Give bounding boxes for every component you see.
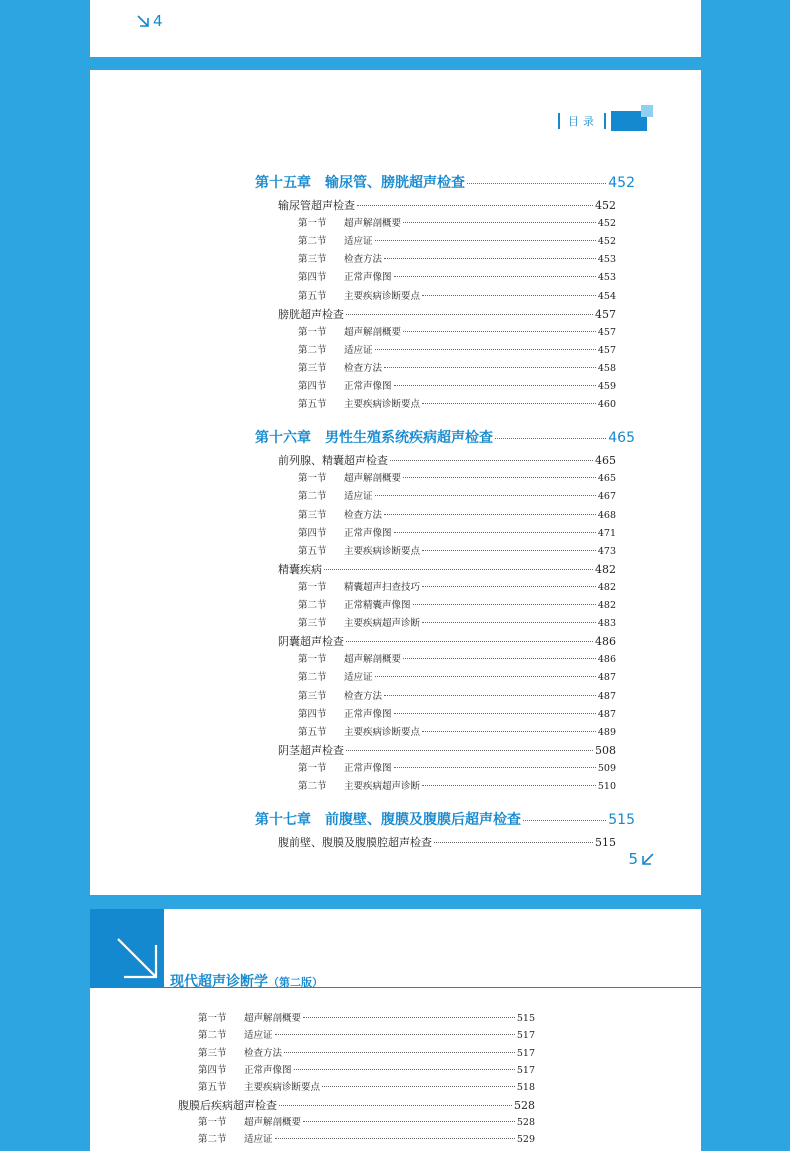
leader-dots bbox=[394, 276, 596, 277]
toc-subsection[interactable] bbox=[298, 215, 616, 229]
subsection-number: 第三节 bbox=[298, 618, 327, 630]
subsection-number: 第五节 bbox=[298, 290, 327, 302]
subsection-title: 正常精囊声像图 bbox=[344, 600, 411, 611]
subsection-title: 精囊超声扫查技巧 bbox=[344, 581, 421, 593]
subsection-number: 第三节 bbox=[198, 1047, 227, 1059]
toc-section[interactable] bbox=[278, 306, 616, 322]
subsection-title: 主要疾病超声诊断 bbox=[344, 781, 421, 792]
toc-subsection[interactable] bbox=[198, 1114, 535, 1128]
subsection-number: 第一节 bbox=[298, 654, 327, 666]
leader-dots bbox=[422, 731, 596, 732]
subsection-number: 第二节 bbox=[198, 1030, 227, 1042]
page-ref: 467 bbox=[597, 491, 616, 503]
book-title bbox=[170, 971, 323, 991]
toc-subsection[interactable] bbox=[198, 1062, 535, 1076]
leader-dots bbox=[394, 532, 596, 533]
subsection-number: 第二节 bbox=[298, 600, 327, 611]
toc-subsection[interactable] bbox=[298, 760, 616, 774]
subsection-number: 第五节 bbox=[298, 726, 327, 738]
subsection-number: 第五节 bbox=[198, 1082, 227, 1094]
leader-dots bbox=[403, 477, 596, 478]
toc-subsection[interactable] bbox=[298, 288, 616, 302]
subsection-number: 第四节 bbox=[298, 708, 327, 720]
toc-subsection[interactable] bbox=[198, 1131, 535, 1145]
page-ref: 529 bbox=[516, 1134, 535, 1146]
section-title: 膀胱超声检查 bbox=[278, 307, 344, 321]
subsection-number: 第一节 bbox=[298, 326, 327, 338]
subsection-title: 正常声像图 bbox=[344, 381, 392, 392]
page-ref: 453 bbox=[597, 272, 616, 284]
leader-dots bbox=[422, 550, 596, 551]
page-ref: 517 bbox=[516, 1047, 535, 1059]
toc-subsection[interactable] bbox=[298, 342, 616, 356]
toc-subsection[interactable] bbox=[298, 778, 616, 792]
subsection-title: 主要疾病诊断要点 bbox=[244, 1082, 321, 1094]
page-ref: 468 bbox=[597, 509, 616, 521]
header-title: 目录 bbox=[568, 115, 598, 128]
page-ref: 483 bbox=[597, 618, 616, 630]
page-ref: 515 bbox=[608, 812, 635, 829]
toc-section[interactable] bbox=[278, 834, 616, 850]
section-title: 腹膜后疾病超声检查 bbox=[178, 1098, 277, 1112]
chapter-title: 第十七章 前腹壁、腹膜及腹膜后超声检查 bbox=[255, 812, 521, 829]
subsection-number: 第一节 bbox=[298, 762, 327, 774]
leader-dots bbox=[346, 314, 593, 315]
toc-subsection[interactable] bbox=[298, 543, 616, 557]
toc-subsection[interactable] bbox=[198, 1079, 535, 1093]
subsection-number: 第二节 bbox=[198, 1134, 227, 1146]
subsection-title: 主要疾病诊断要点 bbox=[344, 545, 421, 557]
page-6-strip bbox=[90, 909, 701, 1151]
subsection-number: 第三节 bbox=[298, 509, 327, 521]
subsection-title: 正常声像图 bbox=[344, 708, 392, 720]
subsection-title: 超声解剖概要 bbox=[344, 654, 402, 666]
leader-dots bbox=[346, 641, 593, 642]
toc-subsection[interactable] bbox=[298, 669, 616, 683]
section-title: 阴茎超声检查 bbox=[278, 743, 344, 757]
subsection-title: 超声解剖概要 bbox=[344, 473, 402, 485]
toc-chapter[interactable] bbox=[255, 427, 635, 447]
leader-dots bbox=[467, 183, 606, 184]
leader-dots bbox=[394, 713, 596, 714]
toc-subsection[interactable] bbox=[198, 1010, 535, 1024]
page-ref: 487 bbox=[597, 672, 616, 684]
leader-dots bbox=[375, 240, 596, 241]
subsection-number: 第五节 bbox=[298, 399, 327, 411]
leader-dots bbox=[422, 785, 596, 786]
subsection-number: 第二节 bbox=[298, 236, 327, 248]
subsection-number: 第一节 bbox=[298, 581, 327, 593]
leader-dots bbox=[394, 385, 596, 386]
page-ref: 482 bbox=[595, 562, 616, 576]
page-ref: 452 bbox=[595, 199, 616, 212]
leader-dots bbox=[357, 205, 593, 206]
leader-dots bbox=[324, 569, 593, 570]
subsection-title: 正常声像图 bbox=[344, 272, 392, 284]
toc-subsection[interactable] bbox=[298, 724, 616, 738]
leader-dots bbox=[422, 586, 596, 587]
subsection-number: 第四节 bbox=[298, 272, 327, 284]
subsection-number: 第一节 bbox=[198, 1013, 227, 1024]
book-edition: （第二版） bbox=[268, 976, 323, 989]
toc-subsection[interactable] bbox=[198, 1045, 535, 1059]
page-ref: 517 bbox=[516, 1030, 535, 1042]
subsection-title: 检查方法 bbox=[244, 1047, 283, 1059]
page-number-5: 5 bbox=[628, 850, 638, 868]
subsection-title: 主要疾病超声诊断 bbox=[344, 618, 421, 630]
subsection-title: 超声解剖概要 bbox=[344, 326, 402, 338]
toc-subsection[interactable] bbox=[198, 1027, 535, 1041]
leader-dots bbox=[434, 842, 593, 843]
subsection-title: 检查方法 bbox=[344, 509, 383, 521]
page-ref: 487 bbox=[597, 690, 616, 702]
leader-dots bbox=[495, 438, 606, 439]
toc-section[interactable] bbox=[278, 742, 616, 758]
leader-dots bbox=[403, 331, 596, 332]
subsection-number: 第二节 bbox=[298, 491, 327, 503]
subsection-title: 正常声像图 bbox=[344, 762, 392, 774]
leader-dots bbox=[384, 514, 596, 515]
header-square bbox=[90, 909, 164, 987]
leader-dots bbox=[303, 1121, 515, 1122]
book-title-text: 现代超声诊断学 bbox=[170, 974, 268, 990]
page-ref: 489 bbox=[597, 726, 616, 738]
leader-dots bbox=[279, 1105, 512, 1106]
subsection-title: 超声解剖概要 bbox=[244, 1013, 302, 1024]
page-ref: 452 bbox=[608, 175, 635, 191]
toc-subsection[interactable] bbox=[298, 507, 616, 521]
leader-dots bbox=[375, 676, 596, 677]
page-ref: 473 bbox=[597, 545, 616, 557]
toc-subsection[interactable] bbox=[298, 470, 616, 484]
toc-subsection[interactable] bbox=[298, 688, 616, 702]
page-number-top bbox=[136, 12, 163, 30]
toc-subsection[interactable] bbox=[298, 525, 616, 539]
subsection-number: 第三节 bbox=[298, 690, 327, 702]
page-ref: 465 bbox=[595, 454, 616, 468]
toc-subsection[interactable] bbox=[298, 615, 616, 629]
subsection-title: 超声解剖概要 bbox=[344, 218, 402, 230]
page-ref: 454 bbox=[597, 290, 616, 302]
page-ref: 465 bbox=[608, 430, 635, 447]
subsection-title: 适应证 bbox=[344, 344, 373, 356]
toc-subsection[interactable] bbox=[298, 269, 616, 283]
toc-subsection[interactable] bbox=[298, 251, 616, 265]
page-ref: 457 bbox=[597, 344, 616, 356]
page-ref: 528 bbox=[516, 1116, 535, 1128]
subsection-title: 检查方法 bbox=[344, 690, 383, 702]
leader-dots bbox=[523, 820, 606, 821]
leader-dots bbox=[275, 1138, 515, 1139]
toc-subsection[interactable] bbox=[298, 324, 616, 338]
arrow-down-right-icon bbox=[90, 909, 164, 987]
leader-dots bbox=[403, 222, 596, 223]
page-ref: 452 bbox=[597, 218, 616, 230]
subsection-title: 适应证 bbox=[344, 672, 373, 684]
subsection-number: 第一节 bbox=[298, 473, 327, 485]
leader-dots bbox=[375, 495, 596, 496]
page-ref: 465 bbox=[597, 473, 616, 485]
page-ref: 460 bbox=[597, 399, 616, 411]
toc-chapter[interactable] bbox=[255, 172, 635, 192]
leader-dots bbox=[303, 1017, 515, 1018]
subsection-number: 第四节 bbox=[198, 1064, 227, 1076]
page-ref: 459 bbox=[597, 381, 616, 392]
subsection-title: 正常声像图 bbox=[344, 527, 392, 539]
leader-dots bbox=[422, 403, 596, 404]
toc-subsection[interactable] bbox=[298, 706, 616, 720]
section-title: 阴囊超声检查 bbox=[278, 635, 344, 649]
toc-subsection[interactable] bbox=[298, 396, 616, 410]
leader-dots bbox=[422, 622, 596, 623]
section-title: 前列腺、精囊超声检查 bbox=[278, 454, 388, 468]
page-ref: 517 bbox=[516, 1064, 535, 1076]
toc-subsection[interactable] bbox=[298, 651, 616, 665]
leader-dots bbox=[346, 750, 593, 751]
page-ref: 487 bbox=[597, 708, 616, 720]
toc-subsection[interactable] bbox=[298, 488, 616, 502]
toc-section[interactable] bbox=[278, 197, 616, 213]
leader-dots bbox=[375, 349, 596, 350]
page-ref: 486 bbox=[597, 654, 616, 666]
leader-dots bbox=[384, 367, 596, 368]
toc-subsection[interactable] bbox=[298, 597, 616, 611]
subsection-title: 检查方法 bbox=[344, 362, 383, 374]
page-ref: 457 bbox=[597, 326, 616, 338]
leader-dots bbox=[384, 258, 596, 259]
subsection-number: 第二节 bbox=[298, 344, 327, 356]
leader-dots bbox=[284, 1052, 515, 1053]
page-ref: 510 bbox=[597, 781, 616, 792]
subsection-title: 适应证 bbox=[344, 491, 373, 503]
section-title: 腹前壁、腹膜及腹膜腔超声检查 bbox=[278, 836, 432, 850]
subsection-number: 第二节 bbox=[298, 672, 327, 684]
header-decoration bbox=[611, 111, 647, 131]
subsection-number: 第三节 bbox=[298, 254, 327, 266]
leader-dots bbox=[294, 1069, 515, 1070]
page-ref: 509 bbox=[597, 762, 616, 774]
leader-dots bbox=[422, 295, 596, 296]
subsection-number: 第一节 bbox=[298, 218, 327, 230]
subsection-number: 第三节 bbox=[298, 362, 327, 374]
section-title: 输尿管超声检查 bbox=[278, 199, 355, 212]
toc-section[interactable] bbox=[278, 633, 616, 649]
toc-subsection[interactable] bbox=[298, 233, 616, 247]
subsection-title: 检查方法 bbox=[344, 254, 383, 266]
page-ref: 452 bbox=[597, 236, 616, 248]
subsection-title: 主要疾病诊断要点 bbox=[344, 399, 421, 411]
page-ref: 528 bbox=[514, 1098, 535, 1112]
page-ref: 508 bbox=[595, 743, 616, 757]
subsection-title: 正常声像图 bbox=[244, 1064, 292, 1076]
leader-dots bbox=[413, 604, 596, 605]
page-ref: 458 bbox=[597, 362, 616, 374]
page-ref: 515 bbox=[516, 1013, 535, 1024]
subsection-number: 第四节 bbox=[298, 381, 327, 392]
leader-dots bbox=[322, 1086, 515, 1087]
toc-subsection[interactable] bbox=[298, 360, 616, 374]
leader-dots bbox=[384, 695, 596, 696]
toc-section[interactable] bbox=[278, 561, 616, 577]
subsection-title: 适应证 bbox=[244, 1030, 273, 1042]
page-number-bottom bbox=[628, 850, 655, 868]
page-ref: 518 bbox=[516, 1082, 535, 1094]
toc-chapter[interactable] bbox=[255, 809, 635, 829]
subsection-number: 第二节 bbox=[298, 781, 327, 792]
chapter-title: 第十六章 男性生殖系统疾病超声检查 bbox=[255, 430, 493, 447]
chapter-title: 第十五章 输尿管、膀胱超声检查 bbox=[255, 175, 465, 191]
page-number-4: 4 bbox=[153, 12, 163, 30]
subsection-title: 主要疾病诊断要点 bbox=[344, 726, 421, 738]
page-ref: 457 bbox=[595, 307, 616, 321]
section-header bbox=[558, 110, 647, 132]
subsection-number: 第四节 bbox=[298, 527, 327, 539]
leader-dots bbox=[390, 460, 593, 461]
page-ref: 486 bbox=[595, 635, 616, 649]
arrow-down-right-icon bbox=[136, 14, 150, 28]
page-ref: 471 bbox=[597, 527, 616, 539]
leader-dots bbox=[403, 658, 596, 659]
subsection-number: 第一节 bbox=[198, 1116, 227, 1128]
subsection-title: 适应证 bbox=[344, 236, 373, 248]
page-4-strip bbox=[90, 0, 701, 57]
page-ref: 482 bbox=[597, 581, 616, 593]
leader-dots bbox=[275, 1034, 515, 1035]
toc-subsection[interactable] bbox=[298, 378, 616, 392]
toc-section[interactable] bbox=[278, 452, 616, 468]
page-ref: 453 bbox=[597, 254, 616, 266]
section-title: 精囊疾病 bbox=[278, 562, 322, 576]
page-ref: 515 bbox=[595, 836, 616, 850]
page-ref: 482 bbox=[597, 600, 616, 611]
leader-dots bbox=[394, 767, 596, 768]
subsection-number: 第五节 bbox=[298, 545, 327, 557]
toc-subsection[interactable] bbox=[298, 579, 616, 593]
subsection-title: 超声解剖概要 bbox=[244, 1116, 302, 1128]
toc-section[interactable] bbox=[178, 1097, 535, 1113]
page-5 bbox=[90, 70, 701, 895]
arrow-down-left-icon bbox=[641, 852, 655, 866]
subsection-title: 主要疾病诊断要点 bbox=[344, 290, 421, 302]
subsection-title: 适应证 bbox=[244, 1134, 273, 1146]
